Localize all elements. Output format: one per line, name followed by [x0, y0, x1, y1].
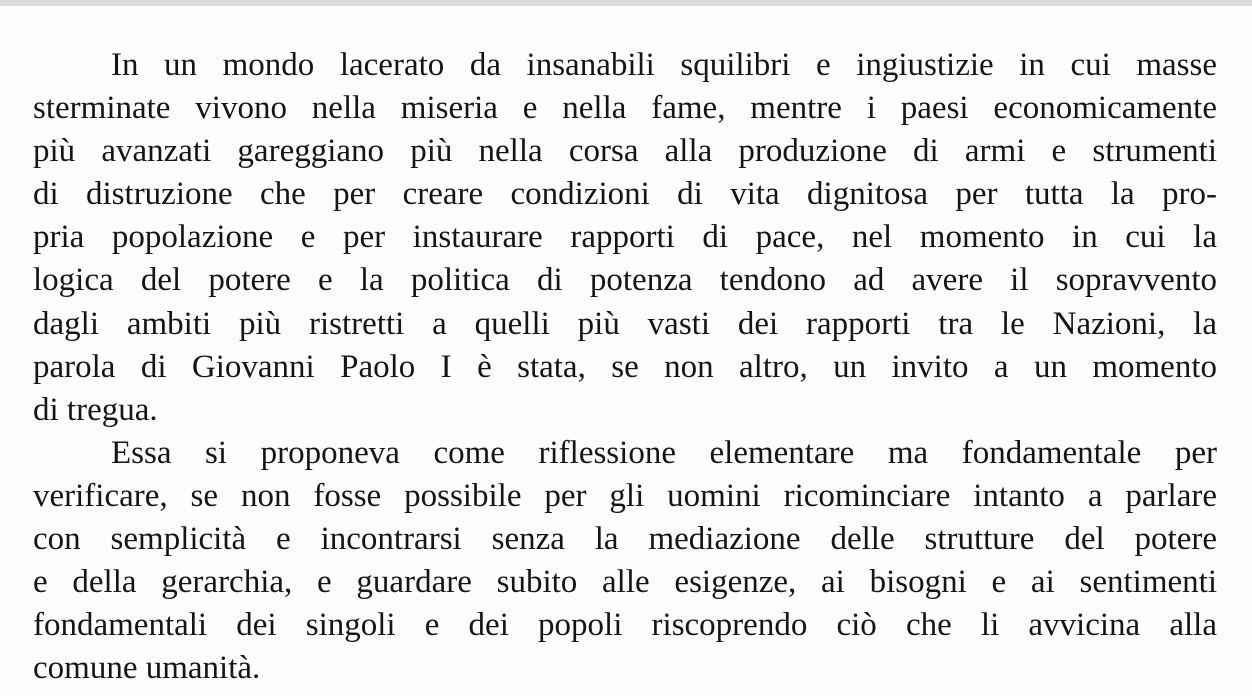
text-line: di distruzione che per creare condizioni di vita dignitosa per tutta la pro-	[33, 176, 1217, 213]
text-line: Essa si proponeva come riflessione elementare ma fondamentale per	[111, 434, 1217, 471]
text-line: comune umanità.	[33, 650, 261, 687]
text-line: più avanzati gareggiano più nella corsa alla produzione di armi e strumenti	[33, 133, 1217, 170]
text-line: dagli ambiti più ristretti a quelli più vasti dei rapporti tra le Nazioni, la	[33, 305, 1217, 342]
text-line: pria popolazione e per instaurare rapporti di pace, nel momento in cui la	[33, 219, 1217, 256]
text-line: e della gerarchia, e guardare subito alle esigenze, ai bisogni e ai sentimenti	[33, 564, 1217, 601]
text-line: logica del potere e la politica di potenza tendono ad avere il sopravvento	[33, 262, 1217, 299]
text-line: di tregua.	[33, 391, 158, 428]
text-line: fondamentali dei singoli e dei popoli riscoprendo ciò che li avvicina alla	[33, 607, 1217, 644]
text-line: parola di Giovanni Paolo I è stata, se non altro, un invito a un momento	[33, 348, 1217, 385]
scan-edge	[0, 0, 1252, 6]
paragraph-1	[33, 44, 1217, 432]
body-text	[33, 44, 1217, 690]
text-line: In un mondo lacerato da insanabili squilibri e ingiustizie in cui masse	[111, 47, 1217, 83]
text-line: sterminate vivono nella miseria e nella fame, mentre i paesi economicamente	[33, 90, 1217, 127]
text-line: verificare, se non fosse possibile per gli uomini ricominciare intanto a parlare	[33, 477, 1217, 514]
text-line: con semplicità e incontrarsi senza la mediazione delle strutture del potere	[33, 521, 1217, 558]
paragraph-2	[33, 432, 1217, 691]
